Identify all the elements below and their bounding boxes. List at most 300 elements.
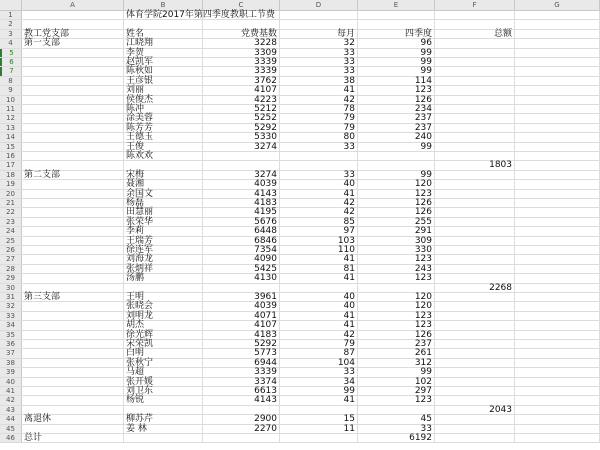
cell-c[interactable]: 2270 [203, 425, 280, 433]
cell-d[interactable]: 41 [280, 86, 358, 94]
cell-c[interactable]: 5252 [203, 114, 280, 122]
cell-d[interactable] [280, 161, 358, 169]
row-number[interactable]: 17 [0, 161, 22, 169]
row-number[interactable]: 46 [0, 434, 22, 442]
cell-b[interactable]: 江晓翔 [124, 39, 203, 47]
cell-f[interactable]: 1803 [435, 161, 515, 169]
cell-a[interactable] [22, 312, 124, 320]
cell-c[interactable]: 5330 [203, 133, 280, 141]
cell-d[interactable]: 97 [280, 227, 358, 235]
cell-a[interactable] [22, 255, 124, 263]
row-number[interactable]: 6 [0, 58, 22, 66]
cell-g[interactable] [515, 171, 600, 179]
cell-c[interactable]: 4090 [203, 255, 280, 263]
cell-d[interactable]: 42 [280, 96, 358, 104]
cell-e[interactable]: 99 [358, 49, 435, 57]
cell-a[interactable]: 第一支部 [22, 39, 124, 47]
cell-e[interactable]: 309 [358, 237, 435, 245]
cell-a[interactable] [22, 396, 124, 404]
cell-d[interactable]: 11 [280, 425, 358, 433]
cell-a[interactable] [22, 208, 124, 216]
row-number[interactable]: 24 [0, 227, 22, 235]
cell-g[interactable] [515, 368, 600, 376]
cell-b[interactable]: 杨锐 [124, 396, 203, 404]
cell-d[interactable]: 42 [280, 208, 358, 216]
cell-d[interactable]: 78 [280, 105, 358, 113]
cell-f[interactable]: 总额 [435, 30, 515, 38]
row-number[interactable]: 25 [0, 237, 22, 245]
cell-c[interactable]: 3339 [203, 58, 280, 66]
cell-f[interactable] [435, 11, 515, 19]
cell-b[interactable] [124, 284, 203, 292]
cell-f[interactable] [435, 77, 515, 85]
cell-e[interactable]: 255 [358, 218, 435, 226]
cell-g[interactable] [515, 143, 600, 151]
row-number[interactable]: 8 [0, 77, 22, 85]
cell-c[interactable]: 3339 [203, 67, 280, 75]
cell-a[interactable] [22, 321, 124, 329]
cell-b[interactable]: 侯俊杰 [124, 96, 203, 104]
cell-g[interactable] [515, 387, 600, 395]
cell-f[interactable] [435, 293, 515, 301]
cell-d[interactable]: 33 [280, 58, 358, 66]
cell-a[interactable] [22, 302, 124, 310]
cell-g[interactable] [515, 96, 600, 104]
cell-f[interactable] [435, 321, 515, 329]
column-header-g[interactable]: G [515, 0, 600, 11]
cell-f[interactable] [435, 58, 515, 66]
cell-b[interactable]: 田慧丽 [124, 208, 203, 216]
cell-b[interactable]: 刘卫东 [124, 387, 203, 395]
row-number[interactable]: 12 [0, 114, 22, 122]
cell-e[interactable]: 291 [358, 227, 435, 235]
cell-g[interactable] [515, 425, 600, 433]
cell-f[interactable] [435, 67, 515, 75]
cell-c[interactable] [203, 406, 280, 414]
cell-f[interactable] [435, 227, 515, 235]
cell-f[interactable] [435, 124, 515, 132]
cell-d[interactable]: 104 [280, 359, 358, 367]
cell-a[interactable] [22, 11, 124, 19]
cell-f[interactable] [435, 387, 515, 395]
cell-b[interactable] [124, 434, 203, 442]
cell-f[interactable] [435, 312, 515, 320]
cell-d[interactable]: 79 [280, 124, 358, 132]
cell-f[interactable] [435, 246, 515, 254]
cell-c[interactable]: 4143 [203, 396, 280, 404]
cell-g[interactable] [515, 58, 600, 66]
cell-e[interactable]: 237 [358, 124, 435, 132]
cell-a[interactable] [22, 227, 124, 235]
cell-a[interactable] [22, 425, 124, 433]
cell-c[interactable]: 5773 [203, 349, 280, 357]
cell-f[interactable] [435, 199, 515, 207]
column-header-e[interactable]: E [358, 0, 435, 11]
cell-c[interactable] [203, 434, 280, 442]
row-number[interactable]: 4 [0, 39, 22, 47]
cell-d[interactable]: 42 [280, 199, 358, 207]
cell-d[interactable]: 41 [280, 255, 358, 263]
cell-c[interactable]: 4143 [203, 190, 280, 198]
cell-f[interactable] [435, 39, 515, 47]
row-number[interactable]: 37 [0, 349, 22, 357]
cell-a[interactable] [22, 161, 124, 169]
cell-g[interactable] [515, 274, 600, 282]
cell-g[interactable] [515, 30, 600, 38]
cell-g[interactable] [515, 133, 600, 141]
row-number[interactable]: 30 [0, 284, 22, 292]
cell-e[interactable] [358, 161, 435, 169]
cell-g[interactable] [515, 180, 600, 188]
cell-e[interactable]: 312 [358, 359, 435, 367]
cell-c[interactable]: 4183 [203, 331, 280, 339]
cell-d[interactable]: 33 [280, 143, 358, 151]
row-number[interactable]: 34 [0, 321, 22, 329]
cell-c[interactable]: 4107 [203, 321, 280, 329]
cell-f[interactable] [435, 274, 515, 282]
cell-f[interactable] [435, 114, 515, 122]
cell-b[interactable]: 徐连军 [124, 246, 203, 254]
cell-d[interactable]: 33 [280, 368, 358, 376]
cell-f[interactable]: 2268 [435, 284, 515, 292]
cell-d[interactable]: 33 [280, 171, 358, 179]
cell-a[interactable] [22, 406, 124, 414]
row-number[interactable]: 40 [0, 378, 22, 386]
cell-e[interactable] [358, 406, 435, 414]
cell-e[interactable]: 99 [358, 67, 435, 75]
cell-b[interactable]: 王俊 [124, 143, 203, 151]
cell-g[interactable] [515, 396, 600, 404]
cell-a[interactable]: 第二支部 [22, 171, 124, 179]
column-header-a[interactable]: A [22, 0, 124, 11]
cell-a[interactable] [22, 58, 124, 66]
row-number[interactable]: 13 [0, 124, 22, 132]
cell-c[interactable]: 6944 [203, 359, 280, 367]
cell-e[interactable]: 237 [358, 340, 435, 348]
cell-b[interactable]: 杨磊 [124, 199, 203, 207]
cell-g[interactable] [515, 255, 600, 263]
cell-d[interactable]: 103 [280, 237, 358, 245]
select-all-corner[interactable] [0, 0, 22, 11]
cell-e[interactable] [358, 11, 435, 19]
row-number[interactable]: 44 [0, 415, 22, 423]
cell-f[interactable] [435, 415, 515, 423]
row-number[interactable]: 23 [0, 218, 22, 226]
cell-g[interactable] [515, 218, 600, 226]
cell-c[interactable]: 4107 [203, 86, 280, 94]
cell-d[interactable]: 79 [280, 114, 358, 122]
cell-a[interactable] [22, 246, 124, 254]
row-number[interactable]: 15 [0, 143, 22, 151]
cell-b[interactable]: 宋荣凯 [124, 340, 203, 348]
row-number[interactable]: 11 [0, 105, 22, 113]
cell-c[interactable]: 3762 [203, 77, 280, 85]
cell-c[interactable]: 6613 [203, 387, 280, 395]
cell-f[interactable] [435, 368, 515, 376]
row-number[interactable]: 9 [0, 86, 22, 94]
cell-g[interactable] [515, 406, 600, 414]
cell-g[interactable] [515, 11, 600, 19]
cell-e[interactable]: 123 [358, 86, 435, 94]
cell-a[interactable] [22, 368, 124, 376]
cell-a[interactable] [22, 67, 124, 75]
cell-c[interactable]: 3339 [203, 368, 280, 376]
cell-e[interactable]: 123 [358, 321, 435, 329]
cell-d[interactable]: 每月 [280, 30, 358, 38]
cell-g[interactable] [515, 284, 600, 292]
row-number[interactable]: 38 [0, 359, 22, 367]
cell-b[interactable] [124, 20, 203, 28]
cell-d[interactable] [280, 152, 358, 160]
cell-b[interactable] [124, 406, 203, 414]
cell-f[interactable] [435, 255, 515, 263]
cell-c[interactable]: 3961 [203, 293, 280, 301]
cell-a[interactable] [22, 340, 124, 348]
cell-d[interactable] [280, 284, 358, 292]
cell-c[interactable] [203, 11, 280, 19]
cell-b[interactable]: 胡杰 [124, 321, 203, 329]
cell-d[interactable] [280, 434, 358, 442]
row-number[interactable]: 32 [0, 302, 22, 310]
cell-g[interactable] [515, 434, 600, 442]
cell-f[interactable] [435, 359, 515, 367]
cell-e[interactable]: 45 [358, 415, 435, 423]
cell-c[interactable]: 4195 [203, 208, 280, 216]
cell-b[interactable]: 姜 林 [124, 425, 203, 433]
cell-a[interactable] [22, 387, 124, 395]
cell-g[interactable] [515, 190, 600, 198]
cell-b[interactable]: 姓名 [124, 30, 203, 38]
cell-e[interactable] [358, 284, 435, 292]
cell-e[interactable]: 261 [358, 349, 435, 357]
cell-b[interactable]: 陈芳芳 [124, 124, 203, 132]
cell-a[interactable] [22, 114, 124, 122]
row-number[interactable]: 1 [0, 11, 22, 19]
cell-g[interactable] [515, 49, 600, 57]
cell-b[interactable]: 柳苏芹 [124, 415, 203, 423]
cell-a[interactable] [22, 284, 124, 292]
cell-a[interactable] [22, 152, 124, 160]
cell-c[interactable]: 3274 [203, 143, 280, 151]
cell-a[interactable]: 教工党支部 [22, 30, 124, 38]
cell-b[interactable]: 李贺 [124, 49, 203, 57]
cell-g[interactable] [515, 265, 600, 273]
cell-a[interactable] [22, 218, 124, 226]
cell-c[interactable]: 6846 [203, 237, 280, 245]
cell-d[interactable]: 87 [280, 349, 358, 357]
cell-b[interactable]: 王彦银 [124, 77, 203, 85]
cell-a[interactable] [22, 20, 124, 28]
row-number[interactable]: 10 [0, 96, 22, 104]
cell-f[interactable] [435, 152, 515, 160]
cell-d[interactable]: 85 [280, 218, 358, 226]
cell-a[interactable]: 第三支部 [22, 293, 124, 301]
cell-e[interactable]: 123 [358, 190, 435, 198]
cell-b[interactable]: 刘海龙 [124, 255, 203, 263]
cell-b[interactable]: 王明 [124, 293, 203, 301]
cell-c[interactable] [203, 20, 280, 28]
row-number[interactable]: 36 [0, 340, 22, 348]
cell-e[interactable]: 123 [358, 396, 435, 404]
cell-e[interactable] [358, 152, 435, 160]
cell-d[interactable]: 80 [280, 133, 358, 141]
cell-g[interactable] [515, 246, 600, 254]
cell-g[interactable] [515, 114, 600, 122]
cell-g[interactable] [515, 161, 600, 169]
cell-f[interactable] [435, 171, 515, 179]
cell-f[interactable] [435, 20, 515, 28]
row-number[interactable]: 18 [0, 171, 22, 179]
cell-b[interactable]: 张炳祥 [124, 265, 203, 273]
cell-b[interactable]: 徐光辉 [124, 331, 203, 339]
cell-g[interactable] [515, 208, 600, 216]
row-number[interactable]: 16 [0, 152, 22, 160]
cell-f[interactable] [435, 208, 515, 216]
cell-g[interactable] [515, 227, 600, 235]
row-number[interactable]: 27 [0, 255, 22, 263]
cell-d[interactable]: 79 [280, 340, 358, 348]
cell-c[interactable]: 2900 [203, 415, 280, 423]
cell-d[interactable]: 81 [280, 265, 358, 273]
cell-e[interactable]: 99 [358, 171, 435, 179]
row-number[interactable]: 2 [0, 20, 22, 28]
cell-a[interactable] [22, 349, 124, 357]
cell-g[interactable] [515, 152, 600, 160]
cell-f[interactable] [435, 180, 515, 188]
row-number[interactable]: 14 [0, 133, 22, 141]
cell-a[interactable] [22, 133, 124, 141]
cell-g[interactable] [515, 340, 600, 348]
cell-e[interactable]: 330 [358, 246, 435, 254]
cell-d[interactable]: 110 [280, 246, 358, 254]
cell-b[interactable]: 聂湘 [124, 180, 203, 188]
cell-g[interactable] [515, 20, 600, 28]
cell-f[interactable] [435, 133, 515, 141]
cell-g[interactable] [515, 124, 600, 132]
cell-b[interactable]: 陈冲 [124, 105, 203, 113]
cell-e[interactable]: 126 [358, 208, 435, 216]
cell-b[interactable]: 张秋宁 [124, 359, 203, 367]
cell-b[interactable]: 李莉 [124, 227, 203, 235]
cell-b[interactable]: 张开媛 [124, 378, 203, 386]
cell-e[interactable]: 120 [358, 293, 435, 301]
cell-f[interactable] [435, 331, 515, 339]
row-number[interactable]: 35 [0, 331, 22, 339]
cell-g[interactable] [515, 67, 600, 75]
cell-e[interactable]: 99 [358, 368, 435, 376]
cell-e[interactable]: 126 [358, 331, 435, 339]
cell-f[interactable]: 2043 [435, 406, 515, 414]
row-number[interactable]: 31 [0, 293, 22, 301]
cell-c[interactable]: 4223 [203, 96, 280, 104]
cell-b[interactable]: 陈欢欢 [124, 152, 203, 160]
cell-c[interactable]: 5292 [203, 340, 280, 348]
cell-g[interactable] [515, 312, 600, 320]
cell-f[interactable] [435, 349, 515, 357]
row-number[interactable]: 39 [0, 368, 22, 376]
cell-b[interactable]: 汤鹏 [124, 274, 203, 282]
cell-b[interactable]: 赵凯军 [124, 58, 203, 66]
cell-b[interactable]: 白明 [124, 349, 203, 357]
cell-g[interactable] [515, 39, 600, 47]
cell-e[interactable]: 99 [358, 143, 435, 151]
cell-c[interactable]: 党费基数 [203, 30, 280, 38]
cell-e[interactable]: 120 [358, 180, 435, 188]
cell-b[interactable] [124, 161, 203, 169]
cell-b[interactable]: 马超 [124, 368, 203, 376]
cell-d[interactable]: 41 [280, 274, 358, 282]
row-number[interactable]: 26 [0, 246, 22, 254]
cell-c[interactable]: 6448 [203, 227, 280, 235]
column-header-c[interactable]: C [203, 0, 280, 11]
cell-b[interactable]: 体育学院2017年第四季度教职工节费 [126, 10, 275, 20]
cell-b[interactable]: 张荣华 [124, 218, 203, 226]
cell-a[interactable] [22, 77, 124, 85]
cell-c[interactable]: 5212 [203, 105, 280, 113]
column-header-d[interactable]: D [280, 0, 358, 11]
cell-d[interactable] [280, 20, 358, 28]
cell-b[interactable]: 刘丽 [124, 86, 203, 94]
cell-d[interactable]: 41 [280, 190, 358, 198]
cell-a[interactable] [22, 378, 124, 386]
cell-f[interactable] [435, 378, 515, 386]
cell-d[interactable]: 41 [280, 321, 358, 329]
cell-e[interactable]: 123 [358, 255, 435, 263]
cell-a[interactable] [22, 265, 124, 273]
cell-a[interactable]: 离退休 [22, 415, 124, 423]
cell-d[interactable]: 40 [280, 293, 358, 301]
cell-e[interactable]: 6192 [358, 434, 435, 442]
cell-f[interactable] [435, 302, 515, 310]
cell-f[interactable] [435, 86, 515, 94]
cell-g[interactable] [515, 415, 600, 423]
cell-e[interactable]: 102 [358, 378, 435, 386]
row-number[interactable]: 7 [0, 67, 22, 75]
cell-d[interactable]: 33 [280, 49, 358, 57]
cell-f[interactable] [435, 237, 515, 245]
row-number[interactable]: 22 [0, 208, 22, 216]
cell-c[interactable]: 5425 [203, 265, 280, 273]
cell-a[interactable] [22, 274, 124, 282]
cell-d[interactable]: 40 [280, 302, 358, 310]
cell-g[interactable] [515, 237, 600, 245]
cell-d[interactable]: 41 [280, 312, 358, 320]
cell-e[interactable]: 240 [358, 133, 435, 141]
cell-b[interactable]: 王德玉 [124, 133, 203, 141]
cell-g[interactable] [515, 321, 600, 329]
cell-f[interactable] [435, 96, 515, 104]
cell-g[interactable] [515, 359, 600, 367]
cell-f[interactable] [435, 425, 515, 433]
cell-c[interactable]: 3274 [203, 171, 280, 179]
cell-d[interactable]: 33 [280, 67, 358, 75]
cell-a[interactable] [22, 359, 124, 367]
cell-a[interactable]: 总计 [22, 434, 124, 442]
cell-g[interactable] [515, 378, 600, 386]
cell-f[interactable] [435, 340, 515, 348]
cell-e[interactable]: 126 [358, 96, 435, 104]
cell-d[interactable]: 38 [280, 77, 358, 85]
cell-g[interactable] [515, 77, 600, 85]
cell-e[interactable]: 126 [358, 199, 435, 207]
cell-e[interactable]: 33 [358, 425, 435, 433]
column-header-b[interactable]: B [124, 0, 203, 11]
cell-c[interactable]: 4039 [203, 302, 280, 310]
cell-d[interactable]: 40 [280, 180, 358, 188]
cell-a[interactable] [22, 190, 124, 198]
row-number[interactable]: 42 [0, 396, 22, 404]
cell-c[interactable]: 3374 [203, 378, 280, 386]
